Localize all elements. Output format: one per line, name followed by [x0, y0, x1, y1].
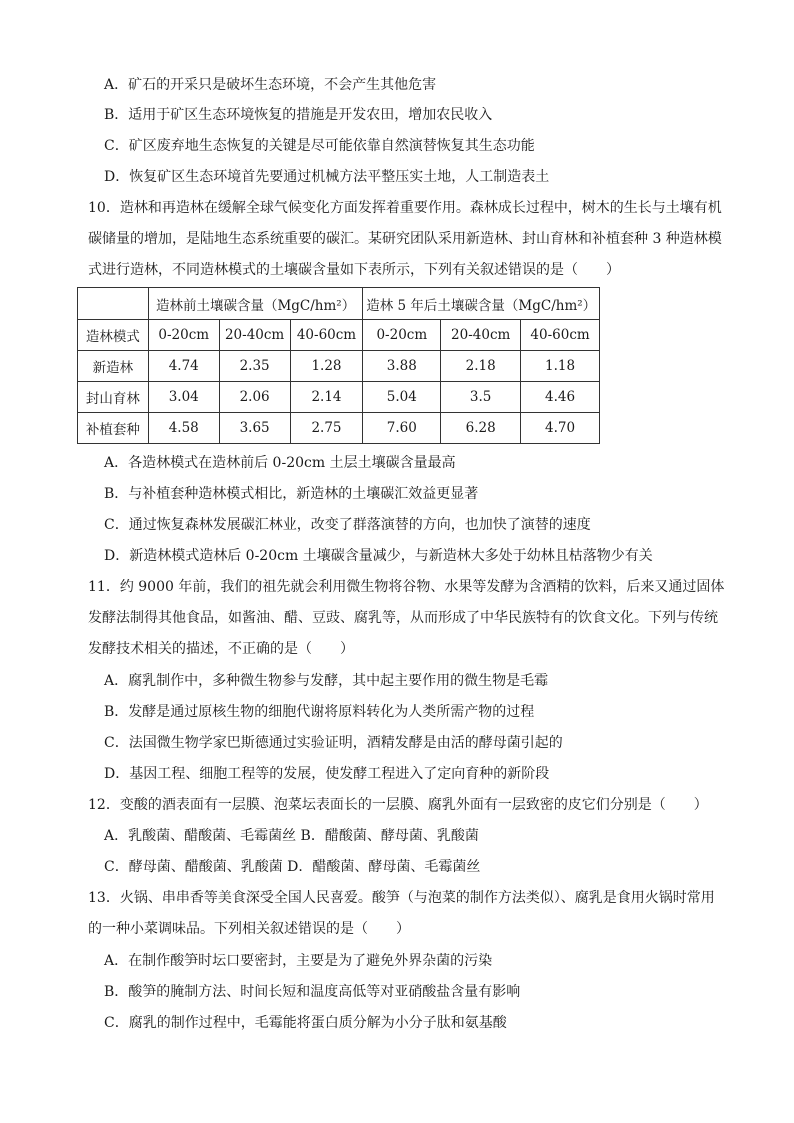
- q11-stem-line-2: 发酵法制得其他食品，如酱油、醋、豆豉、腐乳等，从而形成了中华民族特有的饮食文化。下列与传统: [88, 610, 718, 626]
- q10-option-c: C．通过恢复森林发展碳汇林业，改变了群落演替的方向，也加快了演替的速度: [104, 517, 591, 533]
- value-cell: 1.18: [521, 351, 600, 382]
- table-header-row-depths: [78, 320, 600, 351]
- q11-option-a: A．腐乳制作中，多种微生物参与发酵，其中起主要作用的微生物是毛霉: [104, 673, 549, 689]
- value-cell: 7.60: [363, 413, 441, 444]
- mode-cell: 补植套种: [78, 413, 149, 444]
- soil-carbon-table: [77, 287, 600, 444]
- q10-option-a: A．各造林模式在造林前后 0-20cm 土层土壤碳含量最高: [104, 455, 456, 471]
- value-cell: 3.5: [441, 382, 521, 413]
- value-cell: 4.46: [521, 382, 600, 413]
- q13-stem-line-1: 13．火锅、串串香等美食深受全国人民喜爱。酸笋（与泡菜的制作方法类似）、腐乳是食用火锅时常用: [88, 890, 715, 906]
- header-before-afforestation: 造林前土壤碳含量（MgC/hm²）: [148, 288, 363, 320]
- value-cell: 3.88: [363, 351, 441, 382]
- q11-stem-line-1: 11．约 9000 年前，我们的祖先就会利用微生物将谷物、水果等发酵为含酒精的饮料，后来又通过固体: [88, 579, 725, 595]
- value-cell: 4.58: [148, 413, 219, 444]
- table-row: [78, 413, 600, 444]
- q12-options-cd: C．酵母菌、醋酸菌、乳酸菌 D．醋酸菌、酵母菌、毛霉菌丝: [104, 859, 481, 875]
- table-row: [78, 382, 600, 413]
- header-depth: 0-20cm: [363, 320, 441, 351]
- q12-options-ab: A．乳酸菌、醋酸菌、毛霉菌丝 B．醋酸菌、酵母菌、乳酸菌: [104, 828, 479, 844]
- q9-option-c: C．矿区废弃地生态恢复的关键是尽可能依靠自然演替恢复其生态功能: [104, 138, 535, 154]
- q9-option-b: B．适用于矿区生态环境恢复的措施是开发农田，增加农民收入: [104, 107, 493, 123]
- q11-option-c: C．法国微生物学家巴斯德通过实验证明，酒精发酵是由活的酵母菌引起的: [104, 735, 563, 751]
- q10-stem-line-1: 10．造林和再造林在缓解全球气候变化方面发挥着重要作用。森林成长过程中，树木的生长与土壤有机: [88, 200, 722, 216]
- value-cell: 2.35: [219, 351, 290, 382]
- q11-option-b: B．发酵是通过原核生物的细胞代谢将原料转化为人类所需产物的过程: [104, 704, 535, 720]
- q9-option-d: D．恢复矿区生态环境首先要通过机械方法平整压实土地，人工制造表土: [104, 169, 550, 185]
- header-mode: 造林模式: [78, 320, 149, 351]
- q10-stem-line-3: 式进行造林，不同造林模式的土壤碳含量如下表所示，下列有关叙述错误的是（ ）: [88, 262, 620, 278]
- q13-option-b: B．酸笋的腌制方法、时间长短和温度高低等对亚硝酸盐含量有影响: [104, 984, 521, 1000]
- q13-stem-line-2: 的一种小菜调味品。下列相关叙述错误的是（ ）: [88, 921, 410, 937]
- value-cell: 2.18: [441, 351, 521, 382]
- value-cell: 4.74: [148, 351, 219, 382]
- q13-option-c: C．腐乳的制作过程中，毛霉能将蛋白质分解为小分子肽和氨基酸: [104, 1015, 507, 1031]
- value-cell: 3.65: [219, 413, 290, 444]
- value-cell: 4.70: [521, 413, 600, 444]
- value-cell: 3.04: [148, 382, 219, 413]
- q10-option-d: D．新造林模式造林后 0-20cm 土壤碳含量减少，与新造林大多处于幼林且枯落物少有关: [104, 548, 653, 564]
- value-cell: 2.06: [219, 382, 290, 413]
- value-cell: 2.14: [290, 382, 363, 413]
- value-cell: 1.28: [290, 351, 363, 382]
- mode-cell: 封山育林: [78, 382, 149, 413]
- value-cell: 6.28: [441, 413, 521, 444]
- q11-option-d: D．基因工程、细胞工程等的发展，使发酵工程进入了定向育种的新阶段: [104, 766, 550, 782]
- q9-option-a: A．矿石的开采只是破坏生态环境，不会产生其他危害: [104, 77, 437, 93]
- header-depth: 20-40cm: [441, 320, 521, 351]
- mode-cell: 新造林: [78, 351, 149, 382]
- value-cell: 2.75: [290, 413, 363, 444]
- q13-option-a: A．在制作酸笋时坛口要密封，主要是为了避免外界杂菌的污染: [104, 953, 493, 969]
- value-cell: 5.04: [363, 382, 441, 413]
- header-depth: 40-60cm: [521, 320, 600, 351]
- header-after-5-years: 造林 5 年后土壤碳含量（MgC/hm²）: [363, 288, 600, 320]
- header-depth: 40-60cm: [290, 320, 363, 351]
- table-header-row-groups: [78, 288, 600, 320]
- q10-stem-line-2: 碳储量的增加，是陆地生态系统重要的碳汇。某研究团队采用新造林、封山育林和补植套种 3 种造林模: [88, 231, 722, 247]
- q10-option-b: B．与补植套种造林模式相比，新造林的土壤碳汇效益更显著: [104, 486, 479, 502]
- q11-stem-line-3: 发酵技术相关的描述，不正确的是（ ）: [88, 641, 354, 657]
- q12-stem-line-1: 12．变酸的酒表面有一层膜、泡菜坛表面长的一层膜、腐乳外面有一层致密的皮它们分别是（ ）: [88, 797, 708, 813]
- table-corner-cell: [78, 288, 149, 320]
- header-depth: 0-20cm: [148, 320, 219, 351]
- header-depth: 20-40cm: [219, 320, 290, 351]
- table-row: [78, 351, 600, 382]
